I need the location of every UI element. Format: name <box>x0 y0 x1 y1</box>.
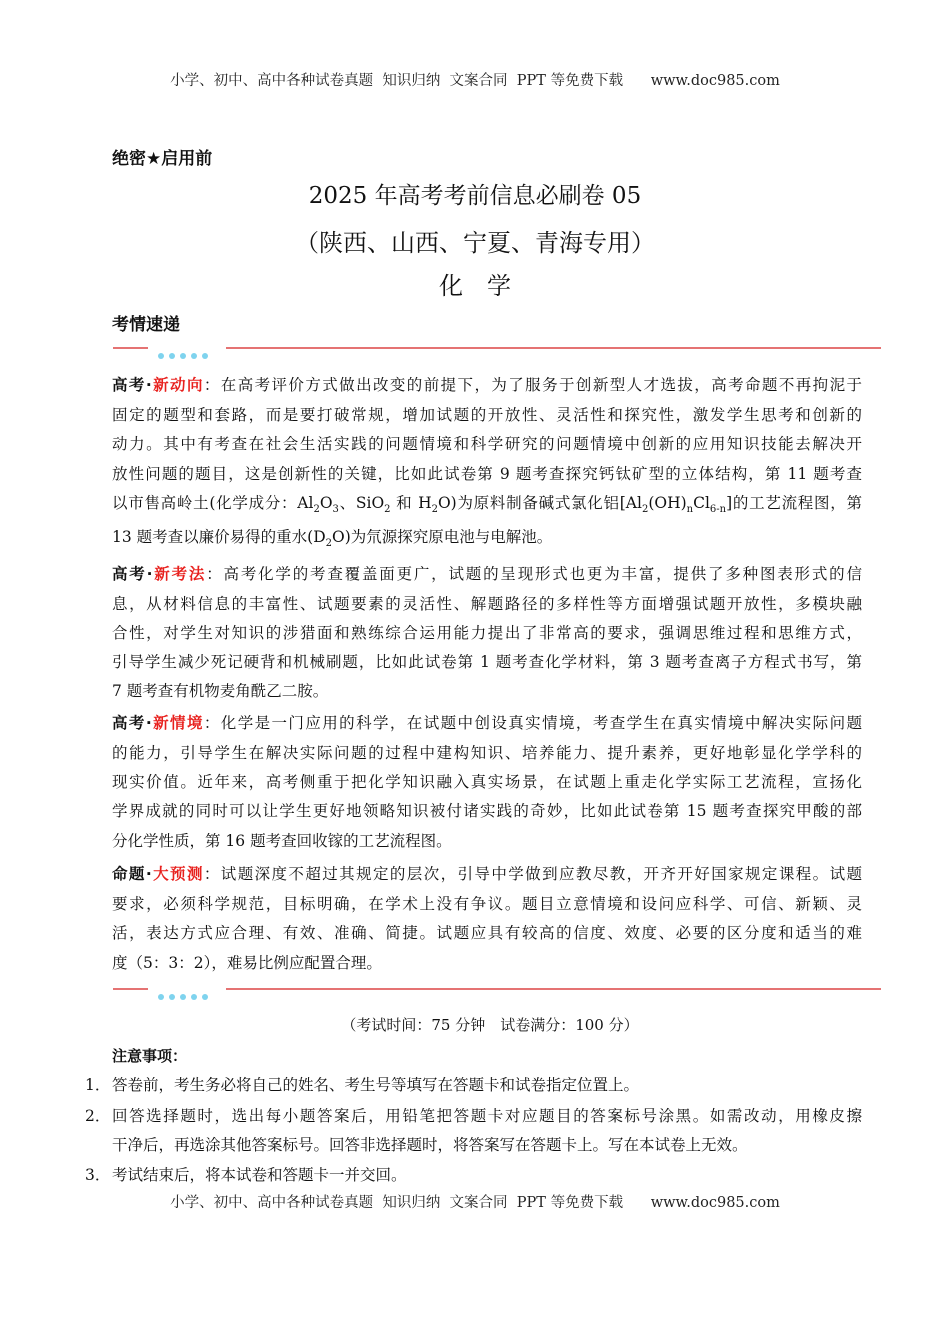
subject-title: 化 学 <box>439 272 511 300</box>
page-header: 小学、初中、高中各种试卷真题 知识归纳 文案合同 PPT 等免费下载 www.doc985.com <box>170 73 780 89</box>
text-run: )为氘源探究原电池与电解池。 <box>344 528 553 546</box>
paragraph-label: 高考· <box>112 714 152 732</box>
text-run: 分化学性质，第 16 题考查回收镓的工艺流程图。 <box>112 832 452 850</box>
paragraph-label-highlight: 新考法 <box>152 565 207 583</box>
subscript: 2 <box>641 504 649 516</box>
notice-number: 1． <box>85 1076 111 1094</box>
paragraph-line <box>112 770 862 792</box>
text-run: Cl <box>693 494 710 512</box>
text-run: 、SiO <box>338 494 385 512</box>
text-run: 固定的题型和套路，而是要打破常规，增加试题的开放性、灵活性和探究性，激发学生思考和创新的 <box>112 406 862 424</box>
notice-item-line: 考试结束后，将本试卷和答题卡一并交回。 <box>112 1166 407 1184</box>
text-run: (OH) <box>648 494 687 512</box>
paragraph-line <box>112 462 862 484</box>
paragraph-line <box>112 432 862 454</box>
text-run: 度（5：3：2），难易比例应配置合理。 <box>112 954 382 972</box>
text-run: 13 题考查以廉价易得的重水( <box>112 528 314 546</box>
paragraph-line <box>112 621 862 643</box>
text-run: D <box>313 528 326 546</box>
paragraph-label-highlight: 新动向 <box>151 376 204 394</box>
paragraph-line <box>112 862 862 884</box>
paragraph-line <box>112 799 862 821</box>
section-heading: 考情速递 <box>112 315 180 335</box>
paragraph-line <box>112 921 862 943</box>
paragraph-line <box>112 491 862 515</box>
exam-info: （考试时间：75 分钟 试卷满分：100 分） <box>341 1016 639 1034</box>
divider <box>113 343 881 353</box>
paragraph-line <box>112 525 862 549</box>
paragraph-line <box>112 650 862 672</box>
divider <box>113 984 881 994</box>
paragraph-line <box>112 562 862 584</box>
text-run: O <box>332 528 345 546</box>
page-footer: 小学、初中、高中各种试卷真题 知识归纳 文案合同 PPT 等免费下载 www.doc985.com <box>170 1195 780 1211</box>
paragraph-line <box>112 741 862 763</box>
subscript: 2 <box>431 504 438 516</box>
text-run: 学界成就的同时可以让学生更好地领略知识被付诸实践的奇妙，比如此试卷第 15 题考查探究甲酸的部 <box>112 802 862 820</box>
text-run: ：高考化学的考查覆盖面更广，试题的呈现形式也更为丰富，提供了多种图表形式的信 <box>206 565 862 583</box>
subscript: 2 <box>384 504 391 516</box>
paragraph-label: 高考· <box>112 565 153 583</box>
page-subtitle: （陕西、山西、宁夏、青海专用） <box>295 229 655 257</box>
paragraph-line <box>112 679 862 701</box>
notice-item-line: 答卷前，考生务必将自己的姓名、考生号等填写在答题卡和试卷指定位置上。 <box>112 1076 640 1094</box>
paragraph-line <box>112 892 862 914</box>
text-run: 动力。其中有考查在社会生活实践的问题情境和科学研究的问题情境中创新的应用知识技能去解决开 <box>112 435 862 453</box>
text-run: 息，从材料信息的丰富性、试题要素的灵活性、解题路径的多样性等方面增强试题开放性，多模块融 <box>112 595 862 613</box>
text-run: 合性，对学生对知识的涉猎面和熟练综合运用能力提出了非常高的要求，强调思维过程和思维方式， <box>112 624 862 642</box>
paragraph-line <box>112 711 862 733</box>
text-run: 的能力，引导学生在解决实际问题的过程中建构知识、培养能力、提升素养，更好地彰显化学学科的 <box>112 744 862 762</box>
notice-number: 3． <box>85 1166 111 1184</box>
paragraph-line <box>112 592 862 614</box>
subscript: 2 <box>313 504 320 516</box>
text-run: ：化学是一门应用的科学，在试题中创设真实情境，考查学生在真实情境中解决实际问题 <box>203 714 862 732</box>
paragraph-label: 高考· <box>112 376 152 394</box>
paragraph-line <box>112 829 862 851</box>
page-title: 2025 年高考考前信息必刷卷 05 <box>308 183 642 209</box>
notice-heading: 注意事项： <box>112 1047 188 1065</box>
notice-item-line: 干净后，再选涂其他答案标号。回答非选择题时，将答案写在答题卡上。写在本试卷上无效。 <box>112 1136 748 1154</box>
text-run: ：试题深度不超过其规定的层次，引导中学做到应教尽教，开齐开好国家规定课程。试题 <box>203 865 862 883</box>
confidential-mark: 绝密★启用前 <box>112 149 213 169</box>
subscript: 2 <box>325 538 333 550</box>
text-run: ]的工艺流程图，第 <box>726 494 862 512</box>
paragraph-line <box>112 403 862 425</box>
subscript: n <box>686 504 694 516</box>
text-run: O)为原料制备碱式氯化铝[Al <box>437 494 642 512</box>
text-run: 现实价值。近年来，高考侧重于把化学知识融入真实场景，在试题上重走化学实际工艺流程，宣扬化 <box>112 773 862 791</box>
text-run: 7 题考查有机物麦角酰乙二胺。 <box>112 682 329 700</box>
text-run: 和 H <box>390 494 432 512</box>
paragraph-label-highlight: 新情境 <box>151 714 204 732</box>
paragraph-line <box>112 373 862 395</box>
subscript: 3 <box>332 504 339 516</box>
text-run: ：在高考评价方式做出改变的前提下，为了服务于创新型人才选拔，高考命题不再拘泥于 <box>203 376 862 394</box>
text-run: O <box>319 494 333 512</box>
notice-number: 2． <box>85 1107 111 1125</box>
subscript: 6-n <box>709 504 727 516</box>
text-run: 要求，必须科学规范，目标明确，在学术上没有争议。题目立意情境和设问应科学、可信、新颖、灵 <box>112 895 862 913</box>
text-run: 放性问题的题目，这是创新性的关键，比如此试卷第 9 题考查探究钙钛矿型的立体结构，第 11 题考查 <box>112 465 862 483</box>
text-run: 以市售高岭土(化学成分：Al <box>112 494 314 512</box>
paragraph-line <box>112 951 862 973</box>
paragraph-label: 命题· <box>112 865 152 883</box>
text-run: 活，表达方式应合理、有效、准确、简捷。试题应具有较高的信度、效度、必要的区分度和适当的难 <box>112 924 862 942</box>
text-run: 引导学生减少死记硬背和机械刷题，比如此试卷第 1 题考查化学材料，第 3 题考查离子方程式书写，第 <box>112 653 862 671</box>
notice-item-line: 回答选择题时，选出每小题答案后，用铅笔把答题卡对应题目的答案标号涂黑。如需改动，用橡皮擦 <box>112 1107 862 1125</box>
paragraph-label-highlight: 大预测 <box>151 865 204 883</box>
